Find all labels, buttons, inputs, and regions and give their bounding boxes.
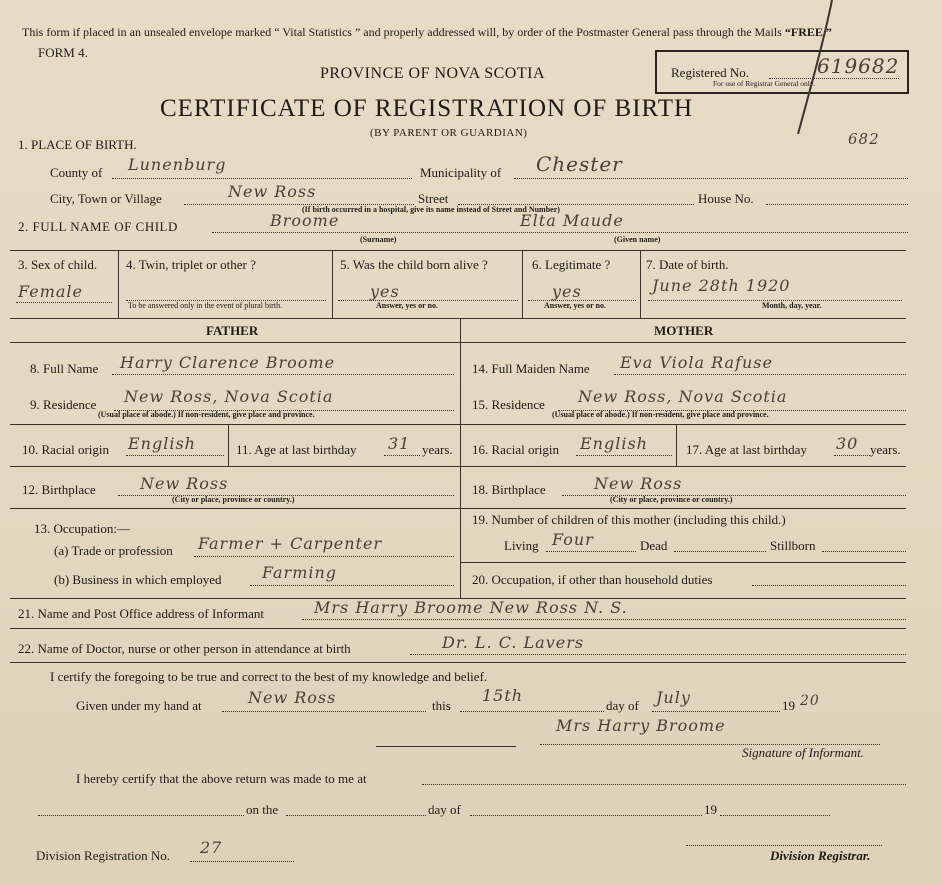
father-age-unit: years. [422, 442, 453, 457]
doctor-label: 22. Name of Doctor, nurse or other person in attendance at birth [18, 641, 351, 656]
father-birthplace-value: New Ross [140, 474, 229, 493]
alive-note: Answer, yes or no. [376, 301, 439, 310]
father-heading: FATHER [206, 323, 259, 338]
mother-birthplace-note: (City or place, province or country.) [610, 495, 733, 504]
year-19-label: 19 [704, 802, 717, 817]
father-race-value: English [128, 434, 196, 453]
corner-mark: 682 [848, 130, 880, 148]
street-note: (If birth occurred in a hospital, give its name instead of Street and Number) [302, 205, 560, 214]
father-residence-value: New Ross, Nova Scotia [124, 387, 334, 406]
signature-value: Mrs Harry Broome [556, 716, 726, 735]
day-of-label-2: day of [428, 802, 461, 817]
mother-age-label: 17. Age at last birthday [686, 442, 807, 457]
surname-caption: (Surname) [360, 235, 397, 244]
province-heading: PROVINCE OF NOVA SCOTIA [320, 65, 546, 82]
month-value: July [656, 688, 691, 707]
father-race-label: 10. Racial origin [22, 442, 110, 457]
city-value: New Ross [228, 182, 317, 201]
mail-notice: This form if placed in an unsealed envelope marked “ Vital Statistics ” and properly addressed will, by order of the Postmaster General pass through the Mails “FREE.” [22, 25, 832, 39]
signature-label: Signature of Informant. [742, 745, 864, 760]
place-heading: 1. PLACE OF BIRTH. [18, 137, 137, 152]
division-label: Division Registration No. [36, 848, 170, 863]
informant-label: 21. Name and Post Office address of Informant [18, 606, 264, 621]
legitimate-note: Answer, yes or no. [544, 301, 607, 310]
municipality-value: Chester [536, 152, 623, 176]
form-number: FORM 4. [38, 45, 88, 60]
given-caption: (Given name) [614, 235, 661, 244]
dob-value: June 28th 1920 [652, 276, 791, 295]
pen-stroke [780, 0, 840, 140]
father-age-value: 31 [388, 434, 411, 453]
children-label: 19. Number of children of this mother (including this child.) [472, 512, 786, 527]
informant-value: Mrs Harry Broome New Ross N. S. [314, 598, 628, 617]
child-given-name: Elta Maude [520, 211, 624, 230]
mother-age-value: 30 [836, 434, 859, 453]
county-label: County of [50, 165, 103, 180]
free-label: “FREE.” [784, 25, 832, 39]
sex-value: Female [18, 282, 83, 301]
certificate-title: CERTIFICATE OF REGISTRATION OF BIRTH [160, 95, 694, 122]
living-label: Living [504, 538, 539, 553]
mother-race-label: 16. Racial origin [472, 442, 560, 457]
mother-occupation-label: 20. Occupation, if other than household duties [472, 572, 713, 587]
county-value: Lunenburg [128, 155, 227, 174]
trade-value: Farmer + Carpenter [198, 534, 383, 553]
occupation-heading: 13. Occupation:— [34, 521, 131, 536]
father-name-value: Harry Clarence Broome [120, 353, 336, 372]
certificate-subtitle: (BY PARENT OR GUARDIAN) [370, 127, 528, 139]
return-statement: I hereby certify that the above return was made to me at [76, 771, 367, 786]
alive-label: 5. Was the child born alive ? [340, 257, 488, 272]
twin-note: To be answered only in the event of plural birth. [128, 301, 283, 310]
house-label: House No. [698, 191, 754, 206]
stillborn-label: Stillborn [770, 538, 816, 553]
legitimate-value: yes [552, 282, 582, 301]
mother-birthplace-value: New Ross [594, 474, 683, 493]
mother-residence-value: New Ross, Nova Scotia [578, 387, 788, 406]
doctor-value: Dr. L. C. Lavers [442, 633, 585, 652]
mother-residence-note: (Usual place of abode.) If non-resident, give place and province. [552, 410, 769, 419]
certify-statement: I certify the foregoing to be true and correct to the best of my knowledge and belief. [50, 669, 488, 684]
father-name-label: 8. Full Name [30, 361, 99, 376]
registrar-note: For use of Registrar General only. [713, 79, 815, 88]
dead-label: Dead [640, 538, 668, 553]
street-label: Street [418, 191, 449, 206]
division-value: 27 [200, 838, 223, 857]
dob-note: Month, day, year. [762, 301, 822, 310]
father-birthplace-note: (City or place, province or country.) [172, 495, 295, 504]
father-birthplace-label: 12. Birthplace [22, 482, 96, 497]
year-prefix: 19 [782, 698, 795, 713]
father-residence-label: 9. Residence [30, 397, 97, 412]
mother-heading: MOTHER [654, 323, 714, 338]
division-registrar-label: Division Registrar. [770, 848, 871, 863]
registered-number: 619682 [817, 54, 900, 78]
year-value: 20 [800, 693, 820, 709]
city-label: City, Town or Village [50, 191, 162, 206]
living-value: Four [552, 530, 594, 549]
mother-birthplace-label: 18. Birthplace [472, 482, 546, 497]
sex-label: 3. Sex of child. [18, 257, 98, 272]
registered-label: Registered No. [671, 65, 749, 80]
child-name-label: 2. FULL NAME OF CHILD [18, 219, 178, 234]
dob-label: 7. Date of birth. [646, 257, 729, 272]
child-surname: Broome [270, 211, 340, 230]
mother-age-unit: years. [870, 442, 901, 457]
mother-name-value: Eva Viola Rafuse [620, 353, 773, 372]
mother-race-value: English [580, 434, 648, 453]
twin-label: 4. Twin, triplet or other ? [126, 257, 256, 272]
day-of-label: day of [606, 698, 639, 713]
father-residence-note: (Usual place of abode.) If non-resident, give place and province. [98, 410, 315, 419]
given-place-value: New Ross [248, 688, 337, 707]
day-value: 15th [482, 686, 524, 705]
mother-residence-label: 15. Residence [472, 397, 545, 412]
municipality-label: Municipality of [420, 165, 502, 180]
father-age-label: 11. Age at last birthday [236, 442, 357, 457]
on-the-label: on the [246, 802, 279, 817]
legitimate-label: 6. Legitimate ? [532, 257, 611, 272]
given-label: Given under my hand at [76, 698, 202, 713]
business-value: Farming [262, 563, 338, 582]
alive-value: yes [370, 282, 400, 301]
trade-label: (a) Trade or profession [54, 543, 173, 558]
mother-name-label: 14. Full Maiden Name [472, 361, 590, 376]
this-label: this [432, 698, 451, 713]
business-label: (b) Business in which employed [54, 572, 222, 587]
